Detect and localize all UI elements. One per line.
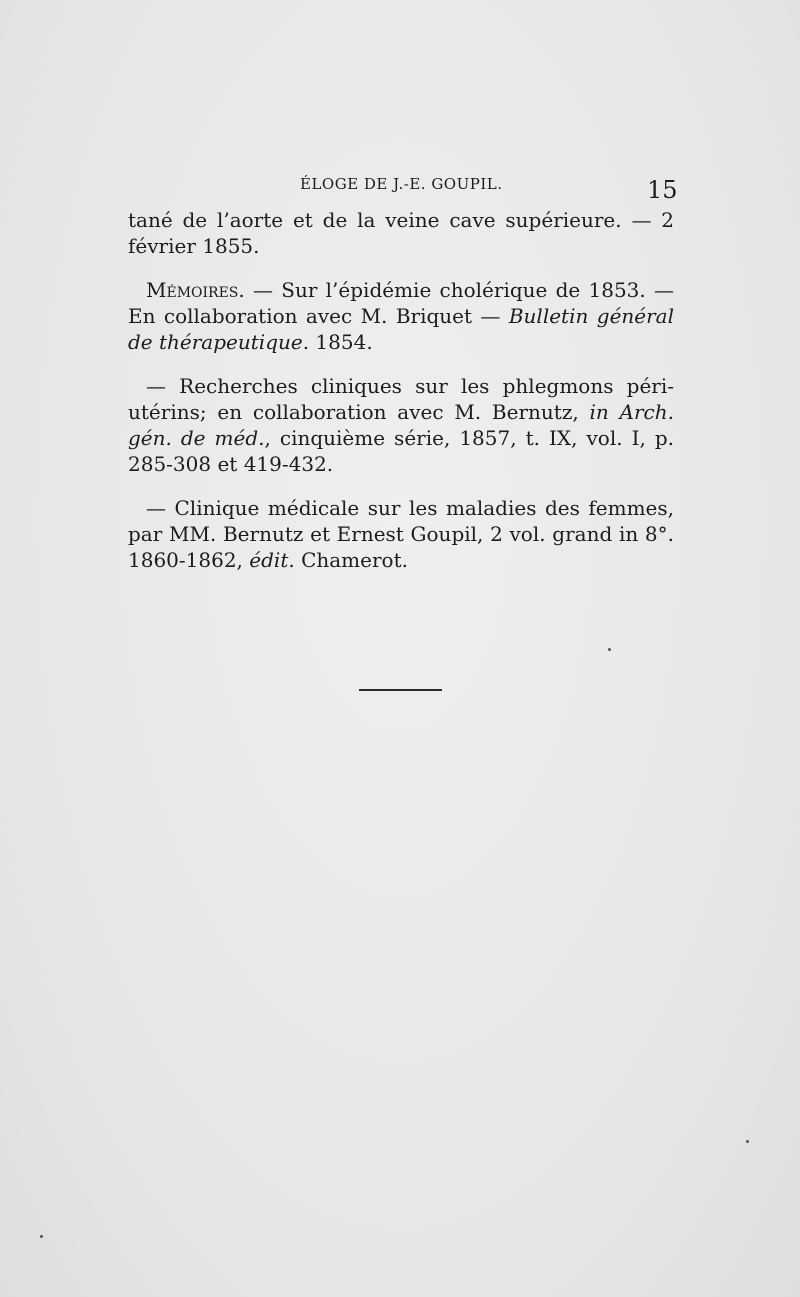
section-lead: Mémoires bbox=[146, 278, 239, 302]
paragraph-text: 1854. bbox=[309, 330, 373, 354]
paragraph-text: — Recherches cliniques sur les phlegmons péri-utérins; en collaboration avec M. Bernutz, bbox=[128, 374, 674, 424]
paragraph-recherches bbox=[128, 373, 674, 477]
paragraph-text: Chamerot. bbox=[294, 548, 408, 572]
paper-speck bbox=[608, 648, 611, 651]
paragraph-clinique bbox=[128, 495, 674, 573]
paragraph-text: , cinquième série, 1857, t. IX, vol. I, p. 285-308 et 419-432. bbox=[128, 426, 674, 476]
journal-title: in Arch. gén. de méd. bbox=[128, 400, 674, 450]
paper-speck bbox=[746, 1140, 749, 1143]
running-title: ÉLOGE DE J.-E. GOUPIL. bbox=[300, 175, 503, 193]
paragraph-continuation bbox=[128, 207, 674, 259]
publisher-abbrev: édit. bbox=[249, 548, 295, 572]
paragraph-text: tané de l’aorte et de la veine cave supérieure. — 2 février 1855. bbox=[128, 208, 674, 258]
closing-rule bbox=[359, 689, 442, 691]
journal-title: Bulletin général de thérapeutique. bbox=[128, 304, 675, 354]
body-text bbox=[128, 207, 674, 591]
paper-speck bbox=[40, 1235, 43, 1238]
paragraph-text: — Clinique médicale sur les maladies des femmes, par MM. Bernutz et Ernest Goupil, 2 vol. grand in 8°. 1860-1862, bbox=[128, 496, 674, 572]
paragraph-text: . — Sur l’épidémie cholérique de 1853. — En collaboration avec M. Briquet — bbox=[128, 278, 674, 328]
page-number: 15 bbox=[647, 176, 678, 204]
paragraph-memoires bbox=[128, 277, 674, 355]
